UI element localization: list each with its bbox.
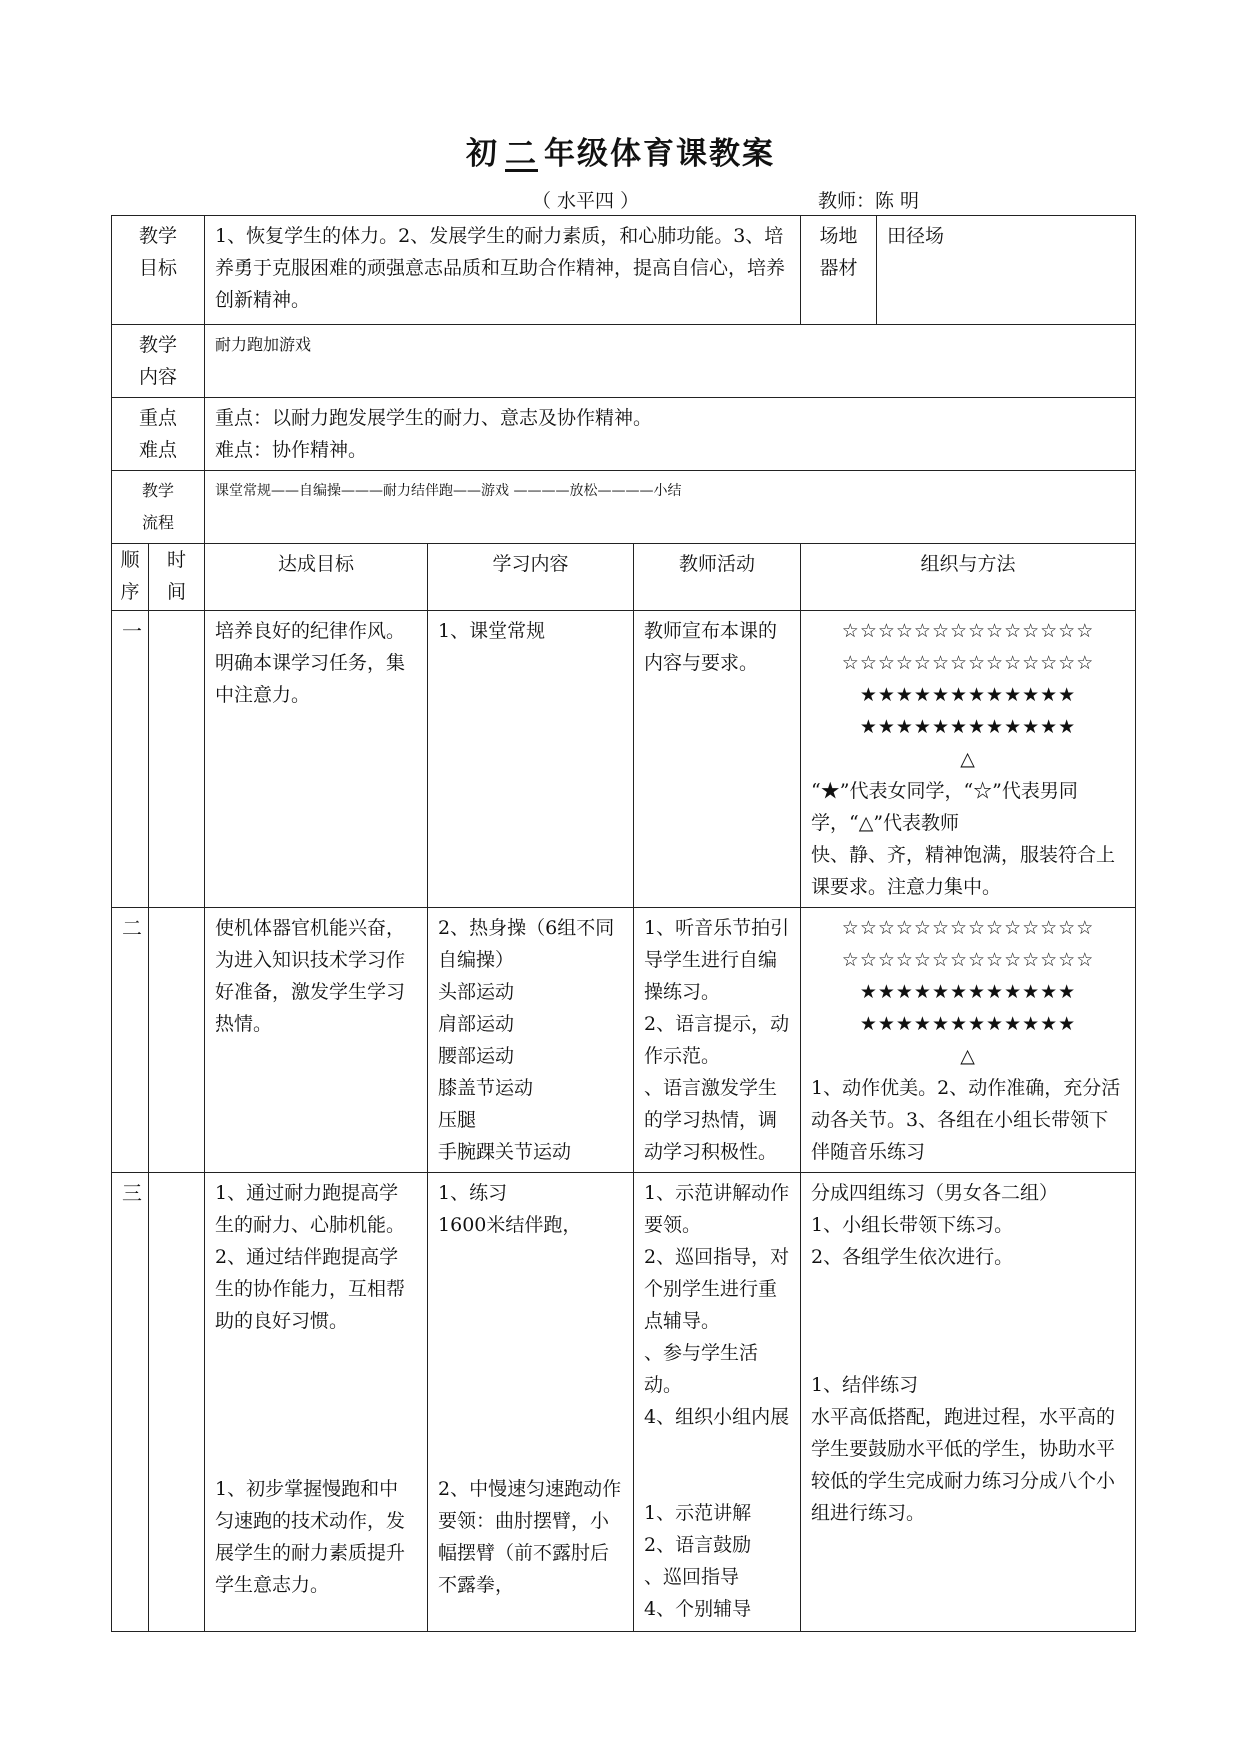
header-time: 时 间	[149, 544, 205, 611]
section-seq: 一	[112, 611, 149, 908]
objectives-row	[112, 216, 1136, 325]
teacher-label: 教师：陈 明	[818, 190, 920, 212]
spacer	[215, 1337, 417, 1433]
formation-row: ★★★★★★★★★★★★	[859, 684, 1077, 706]
content-row	[112, 325, 1136, 398]
venue-label: 场地 器材	[801, 216, 877, 325]
venue-text: 田径场	[877, 216, 1136, 325]
formation-row: ☆☆☆☆☆☆☆☆☆☆☆☆☆☆	[841, 917, 1095, 939]
header-row	[112, 544, 1136, 611]
teacher-position: △	[960, 748, 976, 770]
spacer	[811, 1273, 1125, 1369]
header-teacher: 教师活动	[634, 544, 801, 611]
section-teacher: 教师宣布本课的内容与要求。	[634, 611, 801, 908]
formation-row: ☆☆☆☆☆☆☆☆☆☆☆☆☆☆	[841, 949, 1095, 971]
formation-row: ☆☆☆☆☆☆☆☆☆☆☆☆☆☆	[841, 652, 1095, 674]
section-org	[801, 908, 1136, 1173]
formation-row: ☆☆☆☆☆☆☆☆☆☆☆☆☆☆	[841, 620, 1095, 642]
org-text: 1、动作优美。2、动作准确，充分活动各关节。3、各组在小组长带领下伴随音乐练习	[811, 1077, 1121, 1163]
section-goal: 使机体器官机能兴奋，为进入知识技术学习作好准备，激发学生学习热情。	[205, 908, 428, 1173]
learn-part-1: 1、练习 1600米结伴跑，	[438, 1182, 582, 1236]
header-org: 组织与方法	[801, 544, 1136, 611]
keypoints-label: 重点 难点	[112, 398, 205, 471]
section-learn: 1、课堂常规	[428, 611, 634, 908]
flow-label: 教学 流程	[112, 471, 205, 544]
section-teacher: 1、听音乐节拍引导学生进行自编操练习。 2、语言提示，动作示范。 、语言激发学生的学习热情，调动学习积极性。	[634, 908, 801, 1173]
section-org	[801, 1173, 1136, 1632]
flow-text: 课堂常规——自编操———耐力结伴跑——游戏 ————放松————小结	[205, 471, 1136, 544]
section-time	[149, 1173, 205, 1632]
title-grade: 二	[505, 136, 538, 172]
section-learn	[428, 1173, 634, 1632]
objectives-text: 1、恢复学生的体力。2、发展学生的耐力素质，和心肺功能。3、培养勇于克服困难的顽强意志品质和互助合作精神，提高自信心，培养创新精神。	[205, 216, 801, 325]
formation-diagram	[811, 615, 1125, 775]
header-learn: 学习内容	[428, 544, 634, 611]
org-part-1: 分成四组练习（男女各二组） 1、小组长带领下练习。 2、各组学生依次进行。	[811, 1182, 1059, 1268]
section-learn: 2、热身操（6组不同自编操） 头部运动 肩部运动 腰部运动 膝盖节运动 压腿 手腕踝关节运动	[428, 908, 634, 1173]
formation-row: ★★★★★★★★★★★★	[859, 1013, 1077, 1035]
lesson-plan-table	[111, 215, 1136, 1632]
org-part-2: 1、结伴练习 水平高低搭配，跑进过程，水平高的学生要鼓励水平低的学生，协助水平较低的学生完成耐力练习分成八个小组进行练习。	[811, 1374, 1116, 1524]
section-teacher	[634, 1173, 801, 1632]
key-point: 重点：以耐力跑发展学生的耐力、意志及协作精神。	[215, 407, 653, 429]
section-seq: 三	[112, 1173, 149, 1632]
teacher-part-1: 1、示范讲解动作要领。 2、巡回指导，对个别学生进行重点辅导。 、参与学生活动。 4、组织小组内展	[644, 1182, 790, 1428]
keypoints-row	[112, 398, 1136, 471]
content-label: 教学 内容	[112, 325, 205, 398]
formation-diagram	[811, 912, 1125, 1072]
section-time	[149, 908, 205, 1173]
section-org	[801, 611, 1136, 908]
section-row-2	[112, 908, 1136, 1173]
org-text: “★”代表女同学，“☆”代表男同学，“△”代表教师 快、静、齐，精神饱满，服装符合上课要求。注意力集中。	[811, 780, 1116, 898]
page-title	[0, 128, 1241, 173]
teacher-part-2: 1、示范讲解 2、语言鼓励 、巡回指导 4、个别辅导	[644, 1502, 752, 1620]
goal-part-2: 1、初步掌握慢跑和中匀速跑的技术动作，发展学生的耐力素质提升学生意志力。	[215, 1478, 406, 1596]
section-row-1	[112, 611, 1136, 908]
section-goal: 培养良好的纪律作风。明确本课学习任务，集中注意力。	[205, 611, 428, 908]
difficult-point: 难点：协作精神。	[215, 439, 368, 461]
formation-row: ★★★★★★★★★★★★	[859, 716, 1077, 738]
formation-row: ★★★★★★★★★★★★	[859, 981, 1077, 1003]
header-goal: 达成目标	[205, 544, 428, 611]
section-time	[149, 611, 205, 908]
section-seq: 二	[112, 908, 149, 1173]
content-text: 耐力跑加游戏	[205, 325, 1136, 398]
section-row-3	[112, 1173, 1136, 1632]
header-seq: 顺 序	[112, 544, 149, 611]
title-suffix: 年级体育课教案	[544, 136, 775, 172]
section-goal	[205, 1173, 428, 1632]
title-prefix: 初	[466, 136, 499, 172]
level-label: （ 水平四 ）	[532, 190, 640, 212]
spacer	[644, 1433, 790, 1497]
goal-part-1: 1、通过耐力跑提高学生的耐力、心肺机能。 2、通过结伴跑提高学生的协作能力，互相帮助的良好习惯。	[215, 1182, 406, 1332]
learn-part-2: 2、中慢速匀速跑动作要领：曲肘摆臂，小幅摆臂（前不露肘后不露拳，	[438, 1478, 622, 1596]
teacher-position: △	[960, 1045, 976, 1067]
keypoints-cell	[205, 398, 1136, 471]
objectives-label: 教学 目标	[112, 216, 205, 325]
flow-row	[112, 471, 1136, 544]
spacer	[438, 1241, 623, 1433]
